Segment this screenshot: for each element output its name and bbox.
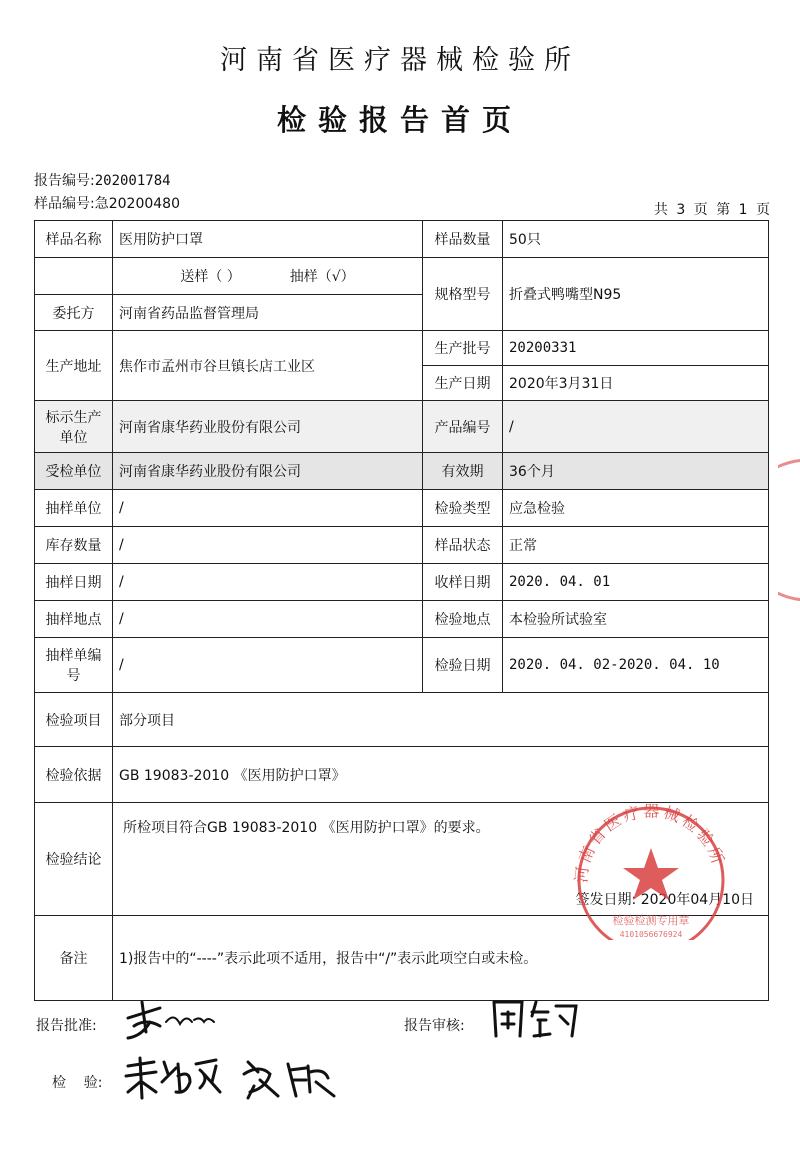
inspection-basis-value: GB 19083-2010 《医用防护口罩》 bbox=[113, 747, 769, 803]
inspected-unit-value: 河南省康华药业股份有限公司 bbox=[113, 453, 423, 490]
approve-label: 报告批准: bbox=[36, 1018, 97, 1034]
sample-name-value: 医用防护口罩 bbox=[113, 221, 423, 258]
seal-code: 4101056676924 bbox=[619, 930, 683, 939]
receive-date-label: 收样日期 bbox=[423, 564, 503, 601]
production-date-value: 2020年3月31日 bbox=[503, 366, 769, 401]
sample-number-label: 样品编号: bbox=[34, 196, 95, 212]
report-number-label: 报告编号: bbox=[34, 173, 95, 189]
inspection-items-value: 部分项目 bbox=[113, 693, 769, 747]
sampling-place-value: / bbox=[113, 601, 423, 638]
remarks-value: 1)报告中的“----”表示此项不适用，报告中“/”表示此项空白或未检。 bbox=[113, 916, 769, 1001]
spec-label: 规格型号 bbox=[423, 258, 503, 331]
sampling-unit-value: / bbox=[113, 490, 423, 527]
spec-value: 折叠式鸭嘴型N95 bbox=[503, 258, 769, 331]
draw-sample-option: 抽样（√） bbox=[289, 269, 355, 285]
stock-label: 库存数量 bbox=[35, 527, 113, 564]
sample-qty-label: 样品数量 bbox=[423, 221, 503, 258]
report-number-value: 202001784 bbox=[94, 173, 171, 189]
product-number-label: 产品编号 bbox=[423, 401, 503, 453]
sampling-form-label: 抽样单编号 bbox=[35, 638, 113, 693]
inspection-place-label: 检验地点 bbox=[423, 601, 503, 638]
sampling-place-label: 抽样地点 bbox=[35, 601, 113, 638]
sampling-date-label: 抽样日期 bbox=[35, 564, 113, 601]
marked-manufacturer-value: 河南省康华药业股份有限公司 bbox=[113, 401, 423, 453]
batch-label: 生产批号 bbox=[423, 331, 503, 366]
report-number bbox=[34, 170, 171, 190]
product-number-value: / bbox=[503, 401, 769, 453]
production-address-label: 生产地址 bbox=[35, 331, 113, 401]
institute-name: 河南省医疗器械检验所 bbox=[220, 45, 580, 76]
client-value: 河南省药品监督管理局 bbox=[113, 295, 423, 331]
sample-qty-value: 50只 bbox=[503, 221, 769, 258]
send-sample-option: 送样（ ） bbox=[180, 269, 241, 285]
sampling-form-value: / bbox=[113, 638, 423, 693]
edge-seal-fragment bbox=[778, 455, 800, 605]
document-title: 检验报告首页 bbox=[276, 103, 523, 137]
inspection-place-value: 本检验所试验室 bbox=[503, 601, 769, 638]
sample-name-label: 样品名称 bbox=[35, 221, 113, 258]
sampling-unit-label: 抽样单位 bbox=[35, 490, 113, 527]
issue-date: 签发日期: 2020年04月10日 bbox=[575, 892, 754, 908]
validity-label: 有效期 bbox=[423, 453, 503, 490]
inspection-type-label: 检验类型 bbox=[423, 490, 503, 527]
sample-method bbox=[113, 258, 423, 295]
official-seal bbox=[566, 800, 736, 940]
production-date-label: 生产日期 bbox=[423, 366, 503, 401]
inspection-date-label: 检验日期 bbox=[423, 638, 503, 693]
review-label: 报告审核: bbox=[404, 1018, 465, 1034]
batch-value: 20200331 bbox=[503, 331, 769, 366]
inspected-unit-label: 受检单位 bbox=[35, 453, 113, 490]
production-address-value: 焦作市孟州市谷旦镇长店工业区 bbox=[113, 331, 423, 401]
remarks-label: 备注 bbox=[35, 916, 113, 1001]
inspection-date-value: 2020. 04. 02-2020. 04. 10 bbox=[503, 638, 769, 693]
sample-number-value: 急20200480 bbox=[94, 196, 180, 212]
inspection-type-value: 应急检验 bbox=[503, 490, 769, 527]
inspect-label: 检 验: bbox=[52, 1075, 103, 1091]
sampling-date-value: / bbox=[113, 564, 423, 601]
seal-subtext: 检验检测专用章 bbox=[612, 914, 690, 927]
sample-number bbox=[34, 193, 180, 213]
sample-state-label: 样品状态 bbox=[423, 527, 503, 564]
reviewer-signature bbox=[488, 994, 584, 1042]
inspection-basis-label: 检验依据 bbox=[35, 747, 113, 803]
sample-method-spacer bbox=[35, 258, 113, 295]
receive-date-value: 2020. 04. 01 bbox=[503, 564, 769, 601]
stock-value: / bbox=[113, 527, 423, 564]
marked-manufacturer-label: 标示生产单位 bbox=[35, 401, 113, 453]
conclusion-text: 所检项目符合GB 19083-2010 《医用防护口罩》的要求。 bbox=[123, 820, 490, 836]
inspector-signatures bbox=[120, 1052, 350, 1104]
seal-star-icon bbox=[623, 848, 679, 900]
seal-text: 河南省医疗器械检验所 bbox=[571, 801, 729, 884]
validity-value: 36个月 bbox=[503, 453, 769, 490]
page-info: 共 3 页 第 1 页 bbox=[653, 202, 772, 218]
client-label: 委托方 bbox=[35, 295, 113, 331]
approver-signature bbox=[120, 996, 230, 1041]
conclusion-label: 检验结论 bbox=[35, 803, 113, 916]
sample-state-value: 正常 bbox=[503, 527, 769, 564]
inspection-items-label: 检验项目 bbox=[35, 693, 113, 747]
